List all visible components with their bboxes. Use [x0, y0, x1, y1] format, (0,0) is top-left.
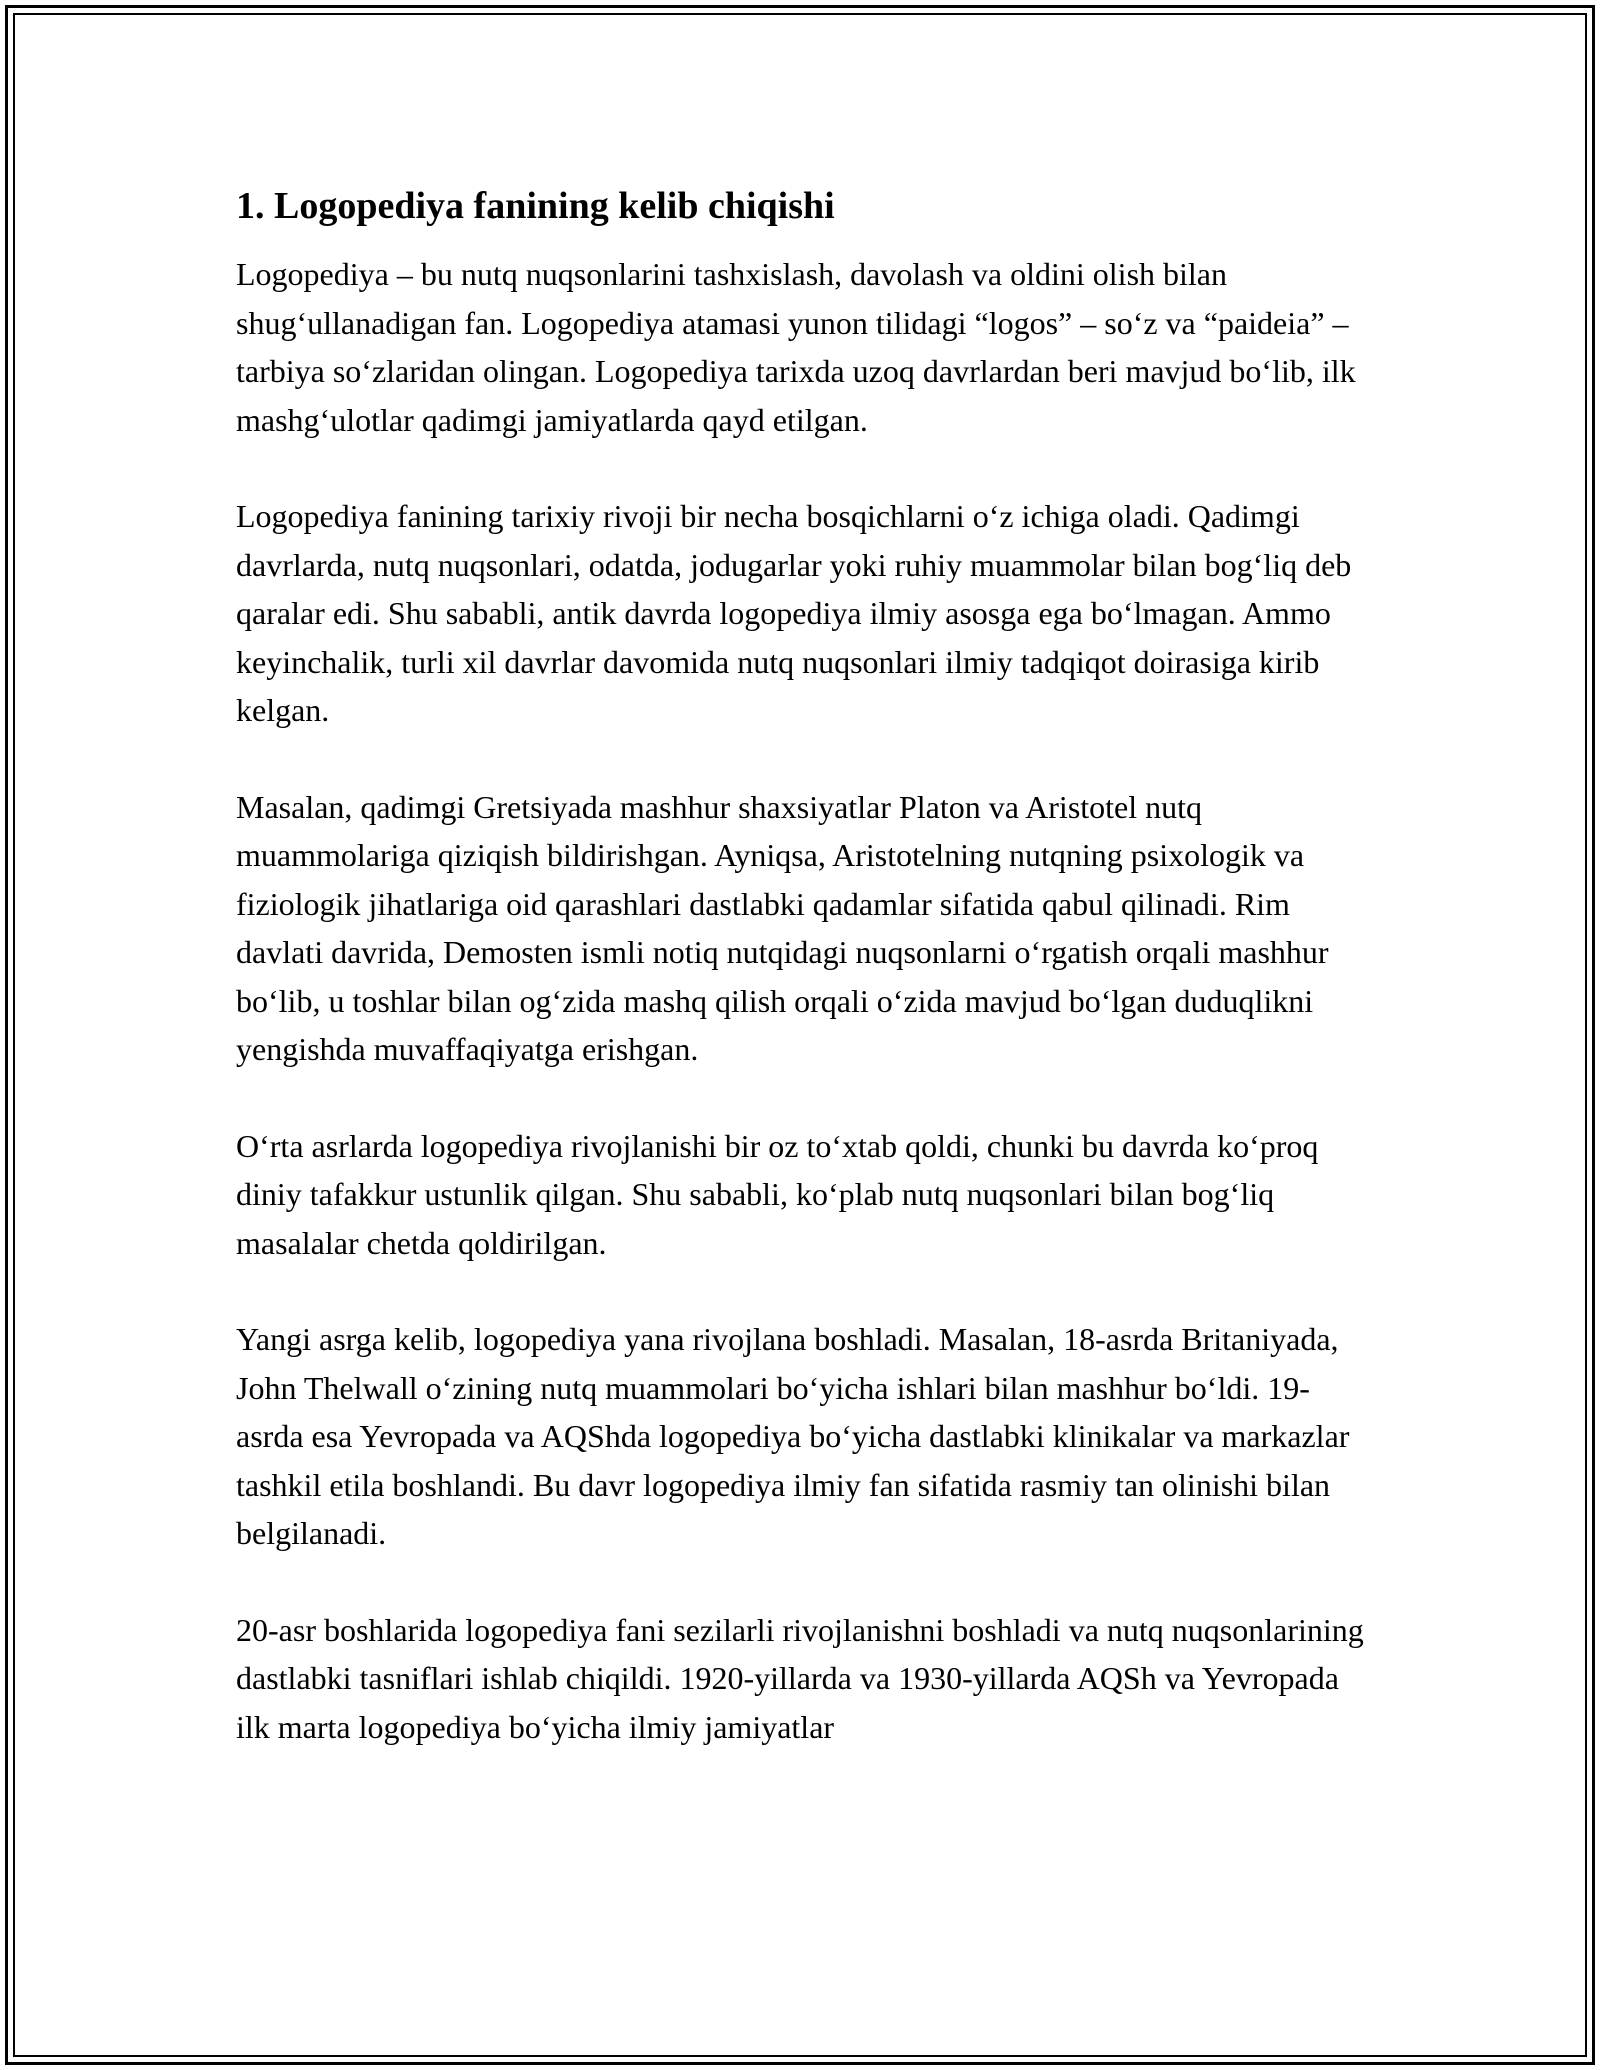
document-body: [236, 182, 1366, 1799]
paragraph-1: Logopediya – bu nutq nuqsonlarini tashxislash, davolash va oldini olish bilan shugʻullanadigan fan. Logopediya atamasi yunon tilidagi “logos” – soʻz va “paideia” – tarbiya soʻzlaridan olingan. Logopediya tarixda uzoq davrlardan beri mavjud boʻlib, ilk mashgʻulotlar qadimgi jamiyatlarda qayd etilgan.: [236, 256, 1356, 438]
section-heading: 1. Logopediya fanining kelib chiqishi: [236, 185, 835, 227]
paragraph-3: Masalan, qadimgi Gretsiyada mashhur shaxsiyatlar Platon va Aristotel nutq muammolariga qiziqish bildirishgan. Ayniqsa, Aristotelning nutqning psixologik va fiziologik jihatlariga oid qarashlari dastlabki qadamlar sifatida qabul qilinadi. Rim davlati davrida, Demosten ismli notiq nutqidagi nuqsonlarni oʻrgatish orqali mashhur boʻlib, u toshlar bilan ogʻzida mashq qilish orqali oʻzida mavjud boʻlgan duduqlikni yengishda muvaffaqiyatga erishgan.: [236, 788, 1329, 1067]
paragraph-6: 20-asr boshlarida logopediya fani sezilarli rivojlanishni boshladi va nutq nuqsonlarining dastlabki tasniflari ishlab chiqildi. 1920-yillarda va 1930-yillarda AQSh va Yevropada ilk marta logopediya boʻyicha ilmiy jamiyatlar: [236, 1611, 1364, 1745]
paragraph-5: Yangi asrga kelib, logopediya yana rivojlana boshladi. Masalan, 18-asrda Britaniyada, John Thelwall oʻzining nutq muammolari boʻyicha ishlari bilan mashhur boʻldi. 19-asrda esa Yevropada va AQShda logopediya boʻyicha dastlabki klinikalar va markazlar tashkil etila boshlandi. Bu davr logopediya ilmiy fan sifatida rasmiy tan olinishi bilan belgilanadi.: [236, 1321, 1350, 1551]
paragraph-4: Oʻrta asrlarda logopediya rivojlanishi bir oz toʻxtab qoldi, chunki bu davrda koʻproq diniy tafakkur ustunlik qilgan. Shu sababli, koʻplab nutq nuqsonlari bilan bogʻliq masalalar chetda qoldirilgan.: [236, 1127, 1319, 1261]
paragraph-2: Logopediya fanining tarixiy rivoji bir necha bosqichlarni oʻz ichiga oladi. Qadimgi davrlarda, nutq nuqsonlari, odatda, jodugarlar yoki ruhiy muammolar bilan bogʻliq deb qaralar edi. Shu sababli, antik davrda logopediya ilmiy asosga ega boʻlmagan. Ammo keyinchalik, turli xil davrlar davomida nutq nuqsonlari ilmiy tadqiqot doirasiga kirib kelgan.: [236, 498, 1352, 728]
